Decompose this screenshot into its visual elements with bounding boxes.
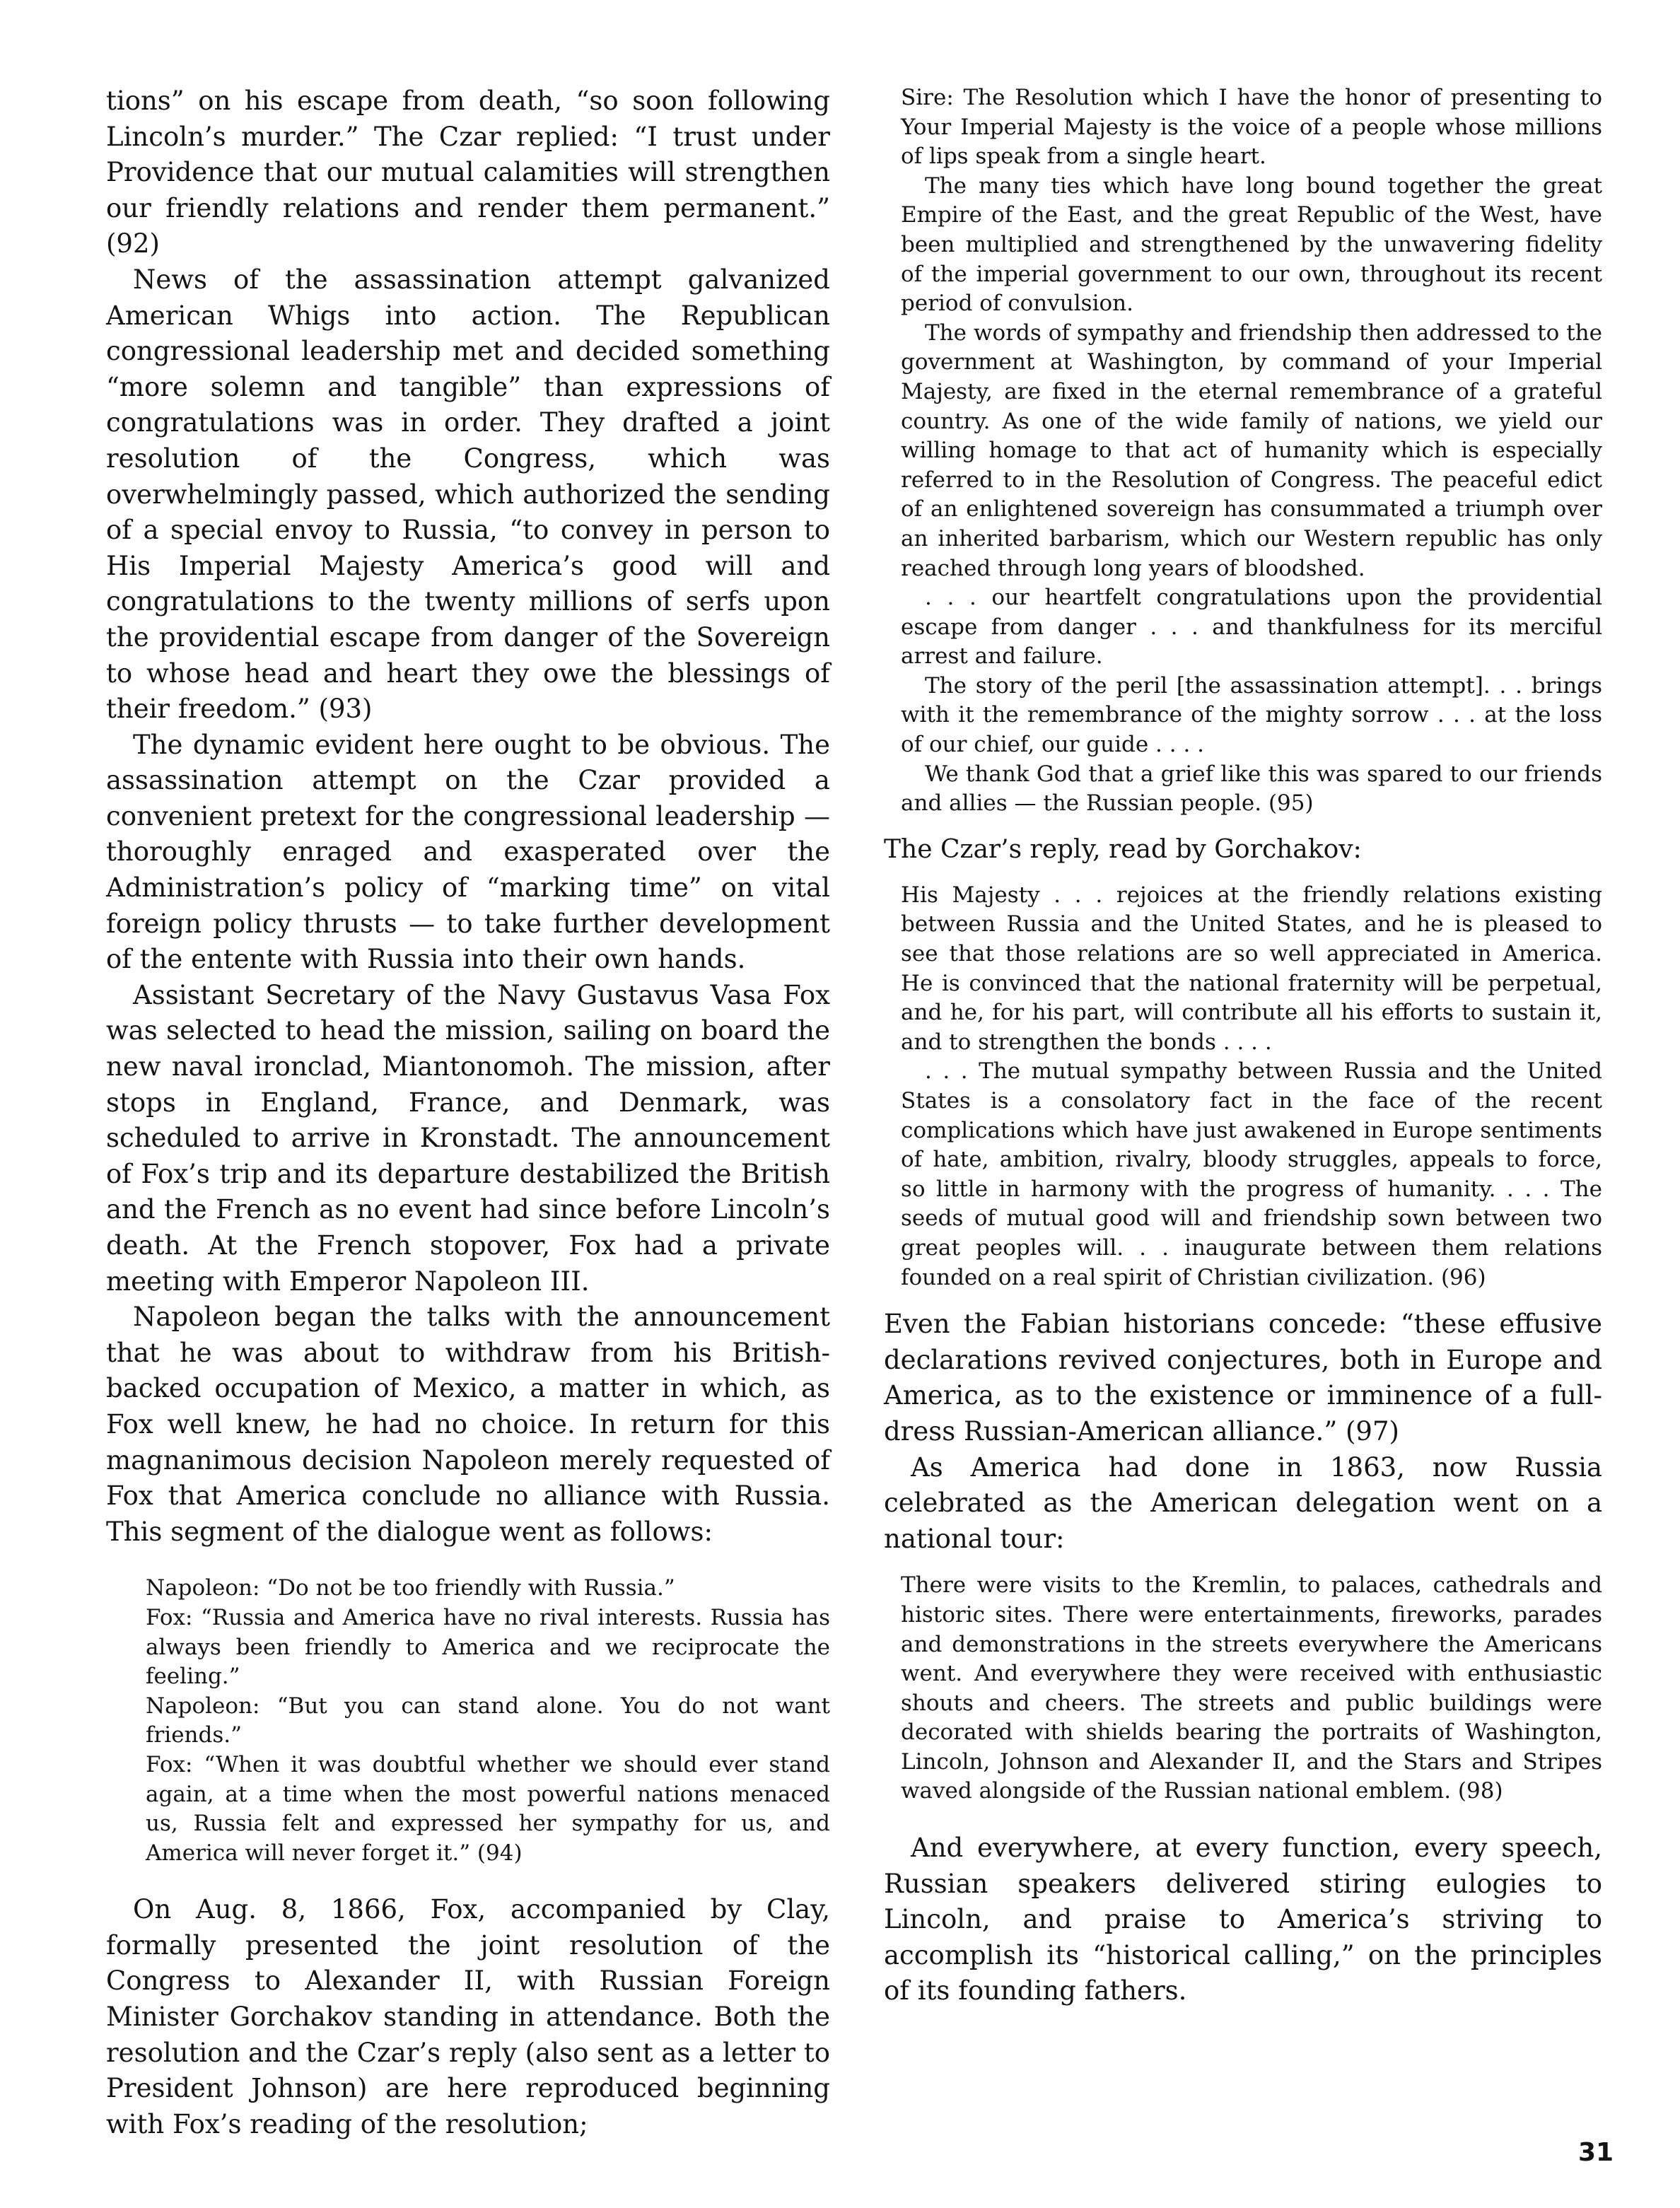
dialogue-line-4: Fox: “When it was doubtful whether we should ever stand again, at a time when the most powerful nations menaced us, Russia felt and expressed her sympathy for us, and America will never forget it.” (94): [146, 1751, 830, 1866]
reply-paragraph-2: . . . The mutual sympathy between Russia and the United States is a consolatory fact in the face of the recent complications which have just awakened in Europe sentiments of hate, ambition, rivalry, bloody struggles, appeals to force, so little in harmony with the progress of humanity. . . . The seeds of mutual good will and friendship sown between two great peoples will. . . inaugurate between them relations founded on a real spirit of Christian civilization. (96): [901, 1058, 1602, 1290]
resolution-paragraph-3: The words of sympathy and friendship then addressed to the government at Washington, by command of your Imperial Majesty, are fixed in the eternal remembrance of a grateful country. As one of the wide family of nations, we yield our willing homage to that act of humanity which is especially referred to in the Resolution of Congress. The peaceful edict of an enlightened sovereign has consummated a triumph over an inherited barbarism, which our Western republic has only reached through long years of bloodshed.: [901, 320, 1602, 581]
right-paragraph-1: Even the Fabian historians concede: “these effusive declarations revived conjectures, both in Europe and America, as to the existence or imminence of a full-dress Russian-American alliance.” (97): [884, 1309, 1602, 1447]
dialogue-line-1: Napoleon: “Do not be too friendly with Russia.”: [146, 1575, 675, 1601]
page-number: 31: [1578, 2138, 1614, 2167]
resolution-paragraph-1: Sire: The Resolution which I have the honor of presenting to Your Imperial Majesty is the voice of a people whose millions of lips speak from a single heart.: [901, 85, 1602, 170]
dialogue-line-2: Fox: “Russia and America have no rival interests. Russia has always been friendly to America and we reciprocate the feeling.”: [146, 1604, 830, 1690]
dialogue-line-3: Napoleon: “But you can stand alone. You do not want friends.”: [146, 1693, 830, 1748]
resolution-paragraph-2: The many ties which have long bound together the great Empire of the East, and the great Republic of the West, have been multiplied and strengthened by the unwavering fidelity of the imperial government to our own, throughout its recent period of convulsion.: [901, 173, 1602, 317]
spacer: [884, 819, 1602, 833]
spacer: [884, 1806, 1602, 1830]
left-paragraph-4: Assistant Secretary of the Navy Gustavus Vasa Fox was selected to head the mission, sailing on board the new naval ironclad, Miantonomoh. The mission, after stops in England, France, and Denmark, was scheduled to arrive in Kronstadt. The announcement of Fox’s trip and its departure destabilized the British and the French as no event had since before Lincoln’s death. At the French stopover, Fox had a private meeting with Emperor Napoleon III.: [106, 979, 830, 1297]
right-column: [884, 83, 1602, 2009]
reply-quote: [884, 881, 1602, 1292]
spacer: [884, 1292, 1602, 1307]
spacer: [106, 1868, 830, 1892]
resolution-paragraph-4: . . . our heartfelt congratulations upon the providential escape from danger . . . and thankfulness for its merciful arrest and failure.: [901, 585, 1602, 670]
spacer: [884, 1557, 1602, 1571]
left-paragraph-5: Napoleon began the talks with the announcement that he was about to withdraw from his British-backed occupation of Mexico, a matter in which, as Fox well knew, he had no choice. In return for this magnanimous decision Napoleon merely requested of Fox that America conclude no alliance with Russia. This segment of the dialogue went as follows:: [106, 1302, 830, 1547]
dialogue-block: [106, 1574, 830, 1868]
left-paragraph-6: On Aug. 8, 1866, Fox, accompanied by Clay, formally presented the joint resolution of the Congress to Alexander II, with Russian Foreign Minister Gorchakov standing in attendance. Both the resolution and the Czar’s reply (also sent as a letter to President Johnson) are here reproduced beginning with Fox’s reading of the resolution;: [106, 1894, 830, 2139]
resolution-quote: [884, 83, 1602, 819]
left-paragraph-3: The dynamic evident here ought to be obvious. The assassination attempt on the Czar provided a convenient pretext for the congressional leadership — thoroughly enraged and exasperated over the Administration’s policy of “marking time” on vital foreign policy thrusts — to take further development of the entente with Russia into their own hands.: [106, 729, 830, 975]
reply-paragraph-1: His Majesty . . . rejoices at the friendly relations existing between Russia and the United States, and he is pleased to see that those relations are so well appreciated in America. He is convinced that the national fraternity will be perpetual, and he, for his part, will contribute all his efforts to sustain it, and to strengthen the bonds . . . .: [901, 882, 1602, 1055]
left-paragraph-2: News of the assassination attempt galvanized American Whigs into action. The Republican congressional leadership met and decided something “more solemn and tangible” than expressions of congratulations was in order. They drafted a joint resolution of the Congress, which was overwhelmingly passed, which authorized the sending of a special envoy to Russia, “to convey in person to His Imperial Majesty America’s good will and congratulations to the twenty millions of serfs upon the providential escape from danger of the Sovereign to whose head and heart they owe the blessings of their freedom.” (93): [106, 264, 830, 725]
right-paragraph-2: As America had done in 1863, now Russia celebrated as the American delegation went on a national tour:: [884, 1451, 1602, 1554]
left-paragraph-1: tions” on his escape from death, “so soon following Lincoln’s murder.” The Czar replied: “I trust under Providence that our mutual calamities will strengthen our friendly relations and render them permanent.” (92): [106, 86, 830, 259]
right-paragraph-3: And everywhere, at every function, every speech, Russian speakers delivered stiring eulogies to Lincoln, and praise to America’s striving to accomplish its “historical calling,” on the principles of its founding fathers.: [884, 1833, 1602, 2007]
spacer: [106, 1550, 830, 1574]
left-column: [106, 83, 830, 2142]
resolution-paragraph-6: We thank God that a grief like this was spared to our friends and allies — the Russian people. (95): [901, 761, 1602, 817]
resolution-paragraph-5: The story of the peril [the assassination attempt]. . . brings with it the remembrance of the mighty sorrow . . . at the loss of our chief, our guide . . . .: [901, 672, 1602, 758]
spacer: [884, 867, 1602, 881]
reply-lead: The Czar’s reply, read by Gorchakov:: [884, 834, 1362, 864]
tour-quote: There were visits to the Kremlin, to palaces, cathedrals and historic sites. There were entertainments, fireworks, parades and demonstrations in the streets everywhere the Americans went. And everywhere they were received with enthusiastic shouts and cheers. The streets and public buildings were decorated with shields bearing the portraits of Washington, Lincoln, Johnson and Alexander II, and the Stars and Stripes waved alongside of the Russian national emblem. (98): [901, 1572, 1602, 1804]
